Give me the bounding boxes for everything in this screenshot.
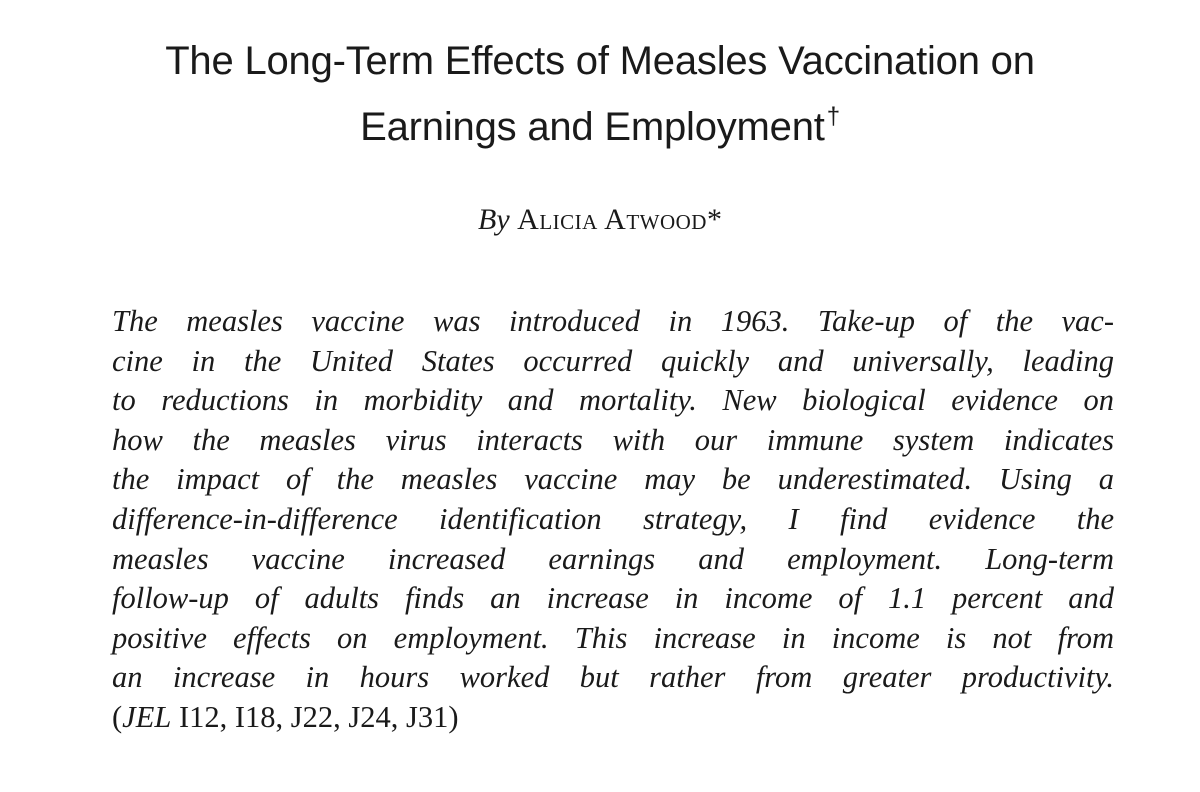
byline-prefix: By xyxy=(478,203,510,236)
jel-classification xyxy=(112,698,1114,738)
paper-title xyxy=(60,34,1140,155)
title-line-1: The Long-Term Effects of Measles Vaccination on xyxy=(165,39,1035,83)
author-footnote-mark: * xyxy=(706,203,722,236)
abstract xyxy=(112,302,1114,738)
abstract-line: positive effects on employment. This increase in income is not from xyxy=(112,620,1114,655)
abstract-line: measles vaccine increased earnings and employment. Long-term xyxy=(112,541,1114,576)
abstract-line: an increase in hours worked but rather from greater productivity. xyxy=(112,660,1114,695)
jel-close-paren: ) xyxy=(448,699,459,734)
title-footnote-mark: † xyxy=(826,103,840,130)
jel-codes: I12, I18, J22, J24, J31 xyxy=(171,699,449,734)
abstract-line: how the measles virus interacts with our immune system indicates xyxy=(112,422,1114,457)
abstract-line: to reductions in morbidity and mortality. New biological evidence on xyxy=(112,383,1114,418)
abstract-line: difference-in-difference identification strategy, I find evidence the xyxy=(112,501,1114,536)
title-line-2: Earnings and Employment xyxy=(360,105,825,149)
abstract-line: The measles vaccine was introduced in 1963. Take-up of the vac- xyxy=(112,304,1114,338)
author-name: Alicia Atwood xyxy=(517,203,707,236)
jel-open-paren: ( xyxy=(112,699,123,734)
abstract-line: the impact of the measles vaccine may be underestimated. Using a xyxy=(112,462,1114,497)
abstract-line: follow-up of adults finds an increase in income of 1.1 percent and xyxy=(112,581,1114,616)
jel-label: JEL xyxy=(122,699,172,734)
author-byline xyxy=(0,200,1200,240)
abstract-line: cine in the United States occurred quickly and universally, leading xyxy=(112,343,1114,378)
